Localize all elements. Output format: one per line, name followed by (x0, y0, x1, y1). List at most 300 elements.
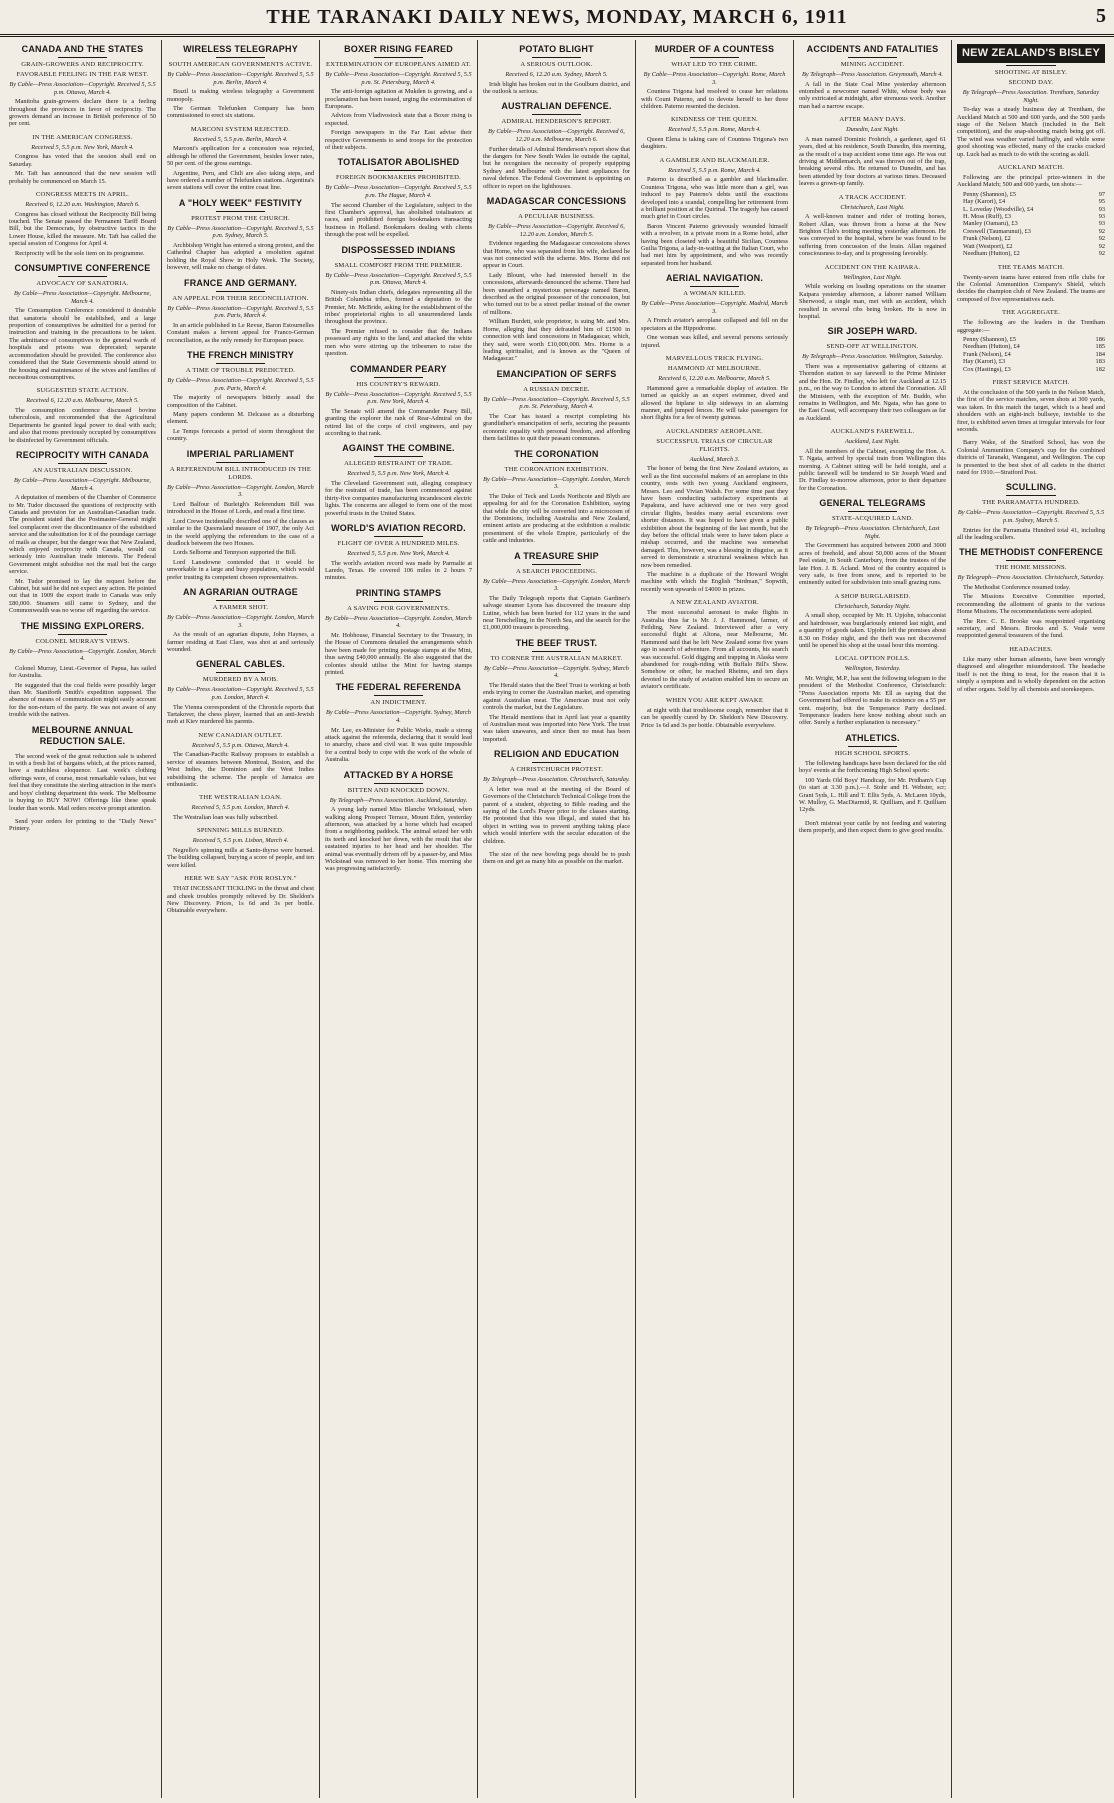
article-dateline: By Cable—Press Association—Copyright. Received 5, 5.5 p.m. St. Petersburg, March 4. (483, 395, 630, 411)
score-name: Needham (Hutton), £4 (963, 343, 1020, 351)
headline-rule (374, 258, 424, 259)
article (325, 588, 472, 677)
article-dateline: By Cable—Press Association—Copyright. Received 5, 5.5 p.m. Sydney, March 5. (167, 224, 314, 240)
article-subhead: ACCIDENT ON THE KAIPARA. (824, 263, 921, 271)
score-list (963, 336, 1105, 373)
article-subhead: A SHOP BURGLARISED. (834, 592, 911, 600)
score-name: H. Moss (Ruff), £3 (963, 213, 1011, 221)
article (957, 379, 1105, 433)
article-paragraph: The Westralian loan was fully subscribed. (173, 813, 279, 821)
headline-rule (532, 762, 582, 763)
article (325, 523, 472, 582)
article-subhead: AUCKLAND MATCH. (997, 164, 1065, 172)
article-dateline: By Cable—Press Association—Copyright. Received 5, 5.5 p.m. The Hague, March 4. (325, 184, 472, 200)
article-subhead: FAVORABLE FEELING IN THE FAR WEST. (16, 71, 149, 78)
article-dateline: Wellington, Last Night. (843, 273, 902, 281)
article-dateline: Received 5, 5.5 p.m. New York, March 4. (31, 143, 134, 151)
headline-rule (374, 695, 424, 696)
score-value: 93 (1098, 213, 1105, 221)
article (957, 646, 1105, 693)
article-paragraph: Countess Trigona had resolved to cease her relations with Count Paterno, and to devote herself to her three children. Paterno resented the decision. (641, 88, 788, 110)
article-paragraph: Ninety-six Indian chiefs, delegates representing all the British Columbia tribes, formed a deputation to the Premier, Mr. McBride, asking for the establishment of the tribes' proprietorial rights to all unsurrendered lands throughout the province. (325, 288, 472, 326)
score-row (963, 336, 1105, 343)
article-paragraph: A French aviator's aeroplane collapsed and fell on the spectators at the Hippodrome. (641, 317, 788, 332)
article-subhead: ADMIRAL HENDERSON'S REPORT. (501, 118, 612, 126)
article-paragraph: Lady Blount, who had interested herself in the concessions, afterwards denounced the scheme. There had been unearthed a mysterious personage named Baron, described as the original possessor of the concession, but who turned out to be a street pedlar instead of the owner of millions. (483, 271, 630, 316)
article-paragraph: While working on loading operations on the steamer Kaipara yesterday afternoon, a laborer named William Sherwood, a single man, met with an accident, which resulted in several ribs being broken. He is now in hospital. (799, 283, 946, 320)
score-name: Frank (Nelson), £4 (963, 350, 1011, 358)
article-headline: FRANCE AND GERMANY. (184, 277, 297, 288)
article-paragraph: Queen Elena is taking care of Countess Trigona's two daughters. (641, 136, 788, 151)
headline-rule (58, 276, 108, 277)
article-paragraph: To-day was a steady business day at Trentham, the Auckland Match at 500 and 600 yards, and the 500 yards stage of the Nelson Match (included in the Belt competition), and the snap-shooting match being got off. The wind was weather varied baffingly, and while some good shooting was effected, many of the cracks cracked up. Luck had as much to do with the scoring as skill. (957, 106, 1105, 158)
masthead (0, 0, 1114, 37)
column-4 (478, 40, 636, 1798)
headline-rule (374, 783, 424, 784)
article-subhead: BITTEN AND KNOCKED DOWN. (347, 786, 450, 794)
score-value: 182 (1095, 365, 1105, 373)
article-headline: DISPOSSESSED INDIANS (341, 244, 456, 255)
article-paragraph: Mr. Lee, ex-Minister for Public Works, made a strong attack against the referenda, declaring that it would lead to anarchy, chaos and civil war. It was quite impossible for a central body to cope with the work of the whole of Australia. (325, 726, 472, 764)
article-dateline: Received 6, 12.20 a.m. Melbourne, March 5. (658, 375, 771, 383)
article-paragraph: The majority of newspapers bitterly assail the composition of the Cabinet. (167, 394, 314, 409)
article (167, 732, 314, 789)
article (325, 44, 472, 151)
article-paragraph: Colonel Murray, Lieut.-Governor of Papua, has sailed for Australia. (9, 664, 156, 680)
article-paragraph: Lord Lansdowne contended that it would be unworkable in a large and busy population, which would prefer trusting its competent chosen representatives. (167, 558, 314, 581)
article-paragraph: The Cleveland Government suit, alleging conspiracy for the restraint of trade, has been commenced against thirty-five companies manufacturing incandescent electric lights. The concerns are alleged to form one of the most powerful trusts in the United States. (325, 479, 472, 517)
headline-rule (1006, 495, 1056, 496)
headline-rule (532, 209, 582, 210)
article-headline: AERIAL NAVIGATION. (665, 273, 764, 284)
article (167, 587, 314, 653)
article (167, 794, 314, 821)
article-paragraph: The Government has acquired between 2000 and 3000 acres of freehold, and about 50,000 acres of the Mount Peel estate, in South Canterbury, from the trustees of the late Hon. J. B. Acland. Most of the country acquired is very safe, is free from snow, and is reported to be eminently suited for subdivision into small grazing runs. (799, 542, 946, 587)
article-subhead: SOUTH AMERICAN GOVERNMENTS ACTIVE. (168, 61, 313, 68)
article (957, 482, 1105, 541)
headline-rule (532, 462, 582, 463)
article-subhead: A WOMAN KILLED. (683, 290, 746, 298)
article-dateline: By Cable—Press Association—Copyright. Received 5, 5.5 p.m. Sydney, March 5. (957, 509, 1105, 525)
article-subhead: AUCKLAND'S FAREWELL. (830, 428, 915, 436)
article-subhead: AN APPEAL FOR THEIR RECONCILIATION. (172, 294, 309, 302)
article-dateline: Received 6, 12.20 a.m. Washington, March 6. (25, 201, 140, 209)
article (483, 851, 630, 866)
score-value: 186 (1095, 335, 1105, 343)
article-paragraph: Mr. Wright, M.P., has sent the following telegram to the president of the Methodist Conference, Christchurch: "Press Association reports Mr. Ell as saying that the Government had offered to make its existence on a 55 per cent. majority, but the Temperance Party declined. Temperance leaders here know nothing about such an offer. Surely a further explanation is necessary." (799, 675, 946, 727)
article-paragraph: The following are the leaders in the Trentham aggregate:— (957, 319, 1105, 334)
article (167, 449, 314, 581)
article (957, 439, 1105, 476)
article-paragraph: The Vienna correspondent of the Chronicle reports that Tartakover, the chess player, learned that an anti-Jewish mob at Kiev murdered his parents. (167, 703, 314, 726)
article-subhead: HEADACHES. (1009, 645, 1053, 653)
article-subhead: AN INDICTMENT. (370, 699, 427, 707)
newspaper-columns (4, 40, 1110, 1798)
article-paragraph: Mr. Hobhouse, Financial Secretary to the Treasury, in the House of Commons detailed the arrangements which have been made for printing postage stamps at the Mint, thus saving £40,000 annually. He also suggested that the colonies should utilise the Mint for having stamps printed. (325, 631, 472, 676)
article-subhead: LOCAL OPTION POLLS. (835, 655, 910, 663)
article-paragraph: The Czar has issued a rescript completing his grandfather's emancipation of serfs, securing the peasants economic equality with personal freedom, and affording them facilities to quit their peasant communes. (483, 412, 630, 443)
article-dateline: By Cable—Press Association—Copyright. Received 5, 5.5 p.m. Paris, March 4. (167, 304, 314, 320)
article-subhead: NEW CANADIAN OUTLET. (198, 731, 283, 739)
article-paragraph: A letter was read at the meeting of the Board of Governors of the Christchurch Technical College from the parent of a student, objecting to Bible reading and the saying of the Lord's Prayer prior to the classes starting. He protested that this was illegal, and stated that his object in writing was to prevent anything taking place which would interfere with the secular education of the children. (483, 785, 630, 845)
article (167, 126, 314, 192)
article-dateline: By Telegraph—Press Association. Wellington, Saturday. (802, 353, 943, 361)
score-value: 92 (1098, 227, 1105, 235)
article (483, 551, 630, 632)
headline-rule (374, 536, 424, 537)
score-name: Hay (Karori), £3 (963, 358, 1006, 366)
article-paragraph: Foreign newspapers in the Far East advise their respective Governments to send troops for the protection of their subjects. (325, 129, 472, 152)
article-headline: A "HOLY WEEK" FESTIVITY (178, 197, 303, 208)
article-subhead: A SERIOUS OUTLOOK. (520, 61, 593, 68)
score-row (963, 351, 1105, 358)
article-paragraph: Marconi's application for a concession was rejected, although he offered the Government, besides lower rates, 50 per cent. of the gross earnings. (167, 145, 314, 168)
headline-rule (532, 382, 582, 383)
article-headline: RECIPROCITY WITH CANADA (16, 449, 149, 460)
article-subhead: A TRACK ACCIDENT. (838, 193, 907, 201)
score-name: L. Loveday (Woodville), £4 (963, 205, 1034, 213)
headline-rule (58, 634, 108, 635)
headline-rule (374, 57, 424, 58)
article (799, 820, 946, 835)
article-dateline: By Cable—Press Association—Copyright. Received 6, 12.20 a.m. London, March 5. (488, 223, 625, 238)
article-paragraph: Le Temps forecasts a period of storm throughout the country. (167, 427, 314, 443)
article-dateline: Christchurch, Last Night. (840, 203, 905, 211)
headline-rule (58, 57, 108, 58)
article-subhead: HIGH SCHOOL SPORTS. (834, 749, 911, 757)
article (799, 44, 946, 110)
article (641, 273, 788, 349)
article-paragraph: Congress has voted that the session shall end on Saturday. (9, 153, 156, 168)
article (957, 264, 1105, 304)
article (957, 309, 1105, 373)
article-dateline: By Telegraph—Press Association. Auckland, Saturday. (329, 796, 468, 804)
article-paragraph: The Herald mentions that in April last year a quantity of Australian meat was imported into New York. The trust was taken unawares, and since then no meat has been imported. (483, 713, 630, 743)
article (9, 621, 156, 719)
article (167, 198, 314, 272)
article-headline: SIR JOSEPH WARD. (827, 326, 918, 337)
article-subhead: A REFERENDUM BILL INTRODUCED IN THE LORDS. (169, 465, 312, 481)
headline-rule (1006, 560, 1056, 561)
article-paragraph: Advices from Vladivostock state that a Boxer rising is expected. (325, 112, 472, 127)
article (641, 599, 788, 690)
article-dateline: Received 5, 5.5 p.m. London, March 4. (191, 804, 290, 812)
article (641, 697, 788, 729)
article-subhead: THE HOME MISSIONS. (995, 564, 1067, 572)
article-dateline: By Cable—Press Association—Copyright. London, March 4. (9, 647, 156, 663)
article (957, 547, 1105, 639)
score-row (963, 191, 1105, 198)
article-subhead: SUGGESTED STATE ACTION. (36, 387, 129, 395)
article-paragraph: The Premier refused to consider that the Indians possessed any rights to the land, and attacked the white men who were stirring up the tribesmen to raise the question. (325, 327, 472, 358)
headline-rule (216, 57, 266, 58)
column-3 (320, 40, 478, 1798)
score-row (963, 366, 1105, 373)
article (325, 157, 472, 238)
article-dateline: By Cable—Press Association—Copyright. Madrid, March 3. (641, 300, 788, 315)
article-paragraph: Reciprocity will be the sole item on its programme. (15, 249, 145, 257)
article-dateline: Received 5, 5.5 p.m. Rome, March 4. (668, 166, 761, 174)
article-dateline: By Cable—Press Association—Copyright. London, March 3. (483, 577, 630, 593)
article-paragraph: The Daily Telegraph reports that Captain Gardiner's salvage steamer Lyons has discovered the treasure ship Lutine, which has been buried for 112 years in the sand near Terschelling, in the North Sea, and the search for the £1,000,000 treasure is proceeding. (483, 594, 630, 632)
article (483, 749, 630, 845)
headline-rule (532, 564, 582, 565)
article-dateline: By Cable—Press Association—Copyright. Received 5, 5.5 p.m. Ottawa, March 4. (9, 81, 156, 96)
article-subhead: MINING ACCIDENT. (840, 61, 905, 68)
article-headline: WIRELESS TELEGRAPHY (183, 44, 298, 54)
article (9, 134, 156, 185)
article-paragraph: The Canadian-Pacific Railway proposes to establish a service of steamers between Montreal, Boston, and the West Indies, the Dominion and the West Indies subsidising the scheme. The people of Jamaica are enthusiastic. (167, 751, 314, 788)
article-paragraph: One woman was killed, and several persons seriously injured. (641, 334, 788, 349)
article-dateline: By Telegraph—Press Association. Trentham, Saturday Night. (962, 89, 1100, 104)
article-paragraph: The most successful aeronaut to make flights in Australia thus far is Mr. J. J. Hammond, farmer, of Feilding, New Zealand. Interviewed after a very successful flight at Altona, near Melbourne, Mr. Hammond said that he left New Zealand some five years ago in search of adventure. From all accounts, his search was successful. Gold digging and trapping in Alaska were abandoned for rough-riding with Buffalo Bill's Show. Somehow or other, he reached Rheims, and ten days devoted to the study of aviation enabled him to secure an aviator's certificate. (641, 609, 788, 691)
article-paragraph: The Duke of Teck and Lords Northcote and Blyth are appealing for aid for the Coronation Exhibition, saying that while the city will be converted into a microcosm of the Dominions, including Australia and New Zealand, eminent artists are producing at the exhibition a realistic presentment of the whole Empire, particularly of the cattle and industries. (483, 492, 630, 545)
article-headline: THE MISSING EXPLORERS. (20, 620, 145, 631)
score-row (963, 228, 1105, 235)
headline-rule (1006, 65, 1056, 66)
article-dateline: By Telegraph—Press Association. Christchurch, Saturday. (957, 574, 1105, 582)
article-subhead: THE TEAMS MATCH. (997, 263, 1065, 271)
article-dateline: By Cable—Press Association—Copyright. Received 5, 5.5 p.m. Paris, March 4. (167, 377, 314, 392)
article-subhead: SHOOTING AT BISLEY. (994, 69, 1068, 76)
article (325, 682, 472, 763)
article (483, 638, 630, 743)
article (799, 326, 946, 422)
article-subhead: A PECULIAR BUSINESS. (518, 213, 595, 221)
score-name: Frank (Nelson), £2 (963, 235, 1011, 243)
article-paragraph: Like many other human ailments, have been wrongly diagnosed and altogether misunderstood. The headache itself is not the thing to treat, for the reason that it is simply a symptom and is wholly dependent on the action of other organs. Sold by all chemists and storekeepers. (957, 655, 1105, 693)
article-subhead: ADVOCACY OF SANATORIA. (36, 280, 129, 288)
article-headline: THE FRENCH MINISTRY (187, 350, 294, 361)
article-headline: COMMANDER PEARY (350, 363, 447, 374)
article-headline: CONSUMPTIVE CONFERENCE (14, 263, 151, 274)
article-subhead: AFTER MANY DAYS. (839, 116, 906, 124)
article-paragraph: Evidence regarding the Madagascar concessions shows that Horne, who was separated from his wife, declared he was not connected with the scheme. Mrs. Horne did not appear in Court. (483, 240, 630, 270)
article (9, 818, 156, 833)
article (325, 245, 472, 358)
article (325, 770, 472, 873)
article-paragraph: Lords Selborne and Tennyson supported the Bill. (173, 549, 297, 557)
article-paragraph: THAT INCESSANT TICKLING in the throat and chest and cheek troubles promptly relieved by Dr. Sheldon's New Discovery. Prices, 1s 6d and 3s per bottle. Obtainable everywhere. (167, 885, 314, 915)
article-headline: MURDER OF A COUNTESS (654, 44, 775, 54)
article-dateline: By Cable—Press Association—Copyright. London, March 4. (325, 614, 472, 630)
headline-rule (58, 463, 108, 464)
article-subhead: IN THE AMERICAN CONGRESS. (32, 133, 133, 141)
article (799, 498, 946, 587)
column-7 (952, 40, 1110, 1798)
article-subhead: A RUSSIAN DECREE. (523, 385, 590, 393)
headline-rule (690, 286, 740, 287)
article-paragraph: The German Telefunken Company has been commissioned to erect six stations. (167, 105, 314, 120)
article-paragraph: Irish blight has broken out in the Goulburn district, and the outlook is serious. (483, 80, 630, 95)
article-dateline: Received 5, 5.5 p.m. Ottawa, March 4. (192, 741, 289, 749)
score-row (963, 243, 1105, 250)
score-name: Penny (Shannon), £5 (963, 335, 1016, 343)
article (799, 593, 946, 650)
article-headline: ATTACKED BY A HORSE (343, 769, 454, 780)
article-subhead: A SAVING FOR GOVERNMENTS. (347, 604, 450, 612)
article-paragraph: Brazil is making wireless telegraphy a Government monopoly. (167, 88, 314, 103)
article-headline: IMPERIAL PARLIAMENT (186, 448, 295, 459)
article-headline: THE BEEF TRUST. (515, 637, 598, 648)
headline-rule (690, 57, 740, 58)
article-subhead: PROTEST FROM THE CHURCH. (191, 214, 290, 222)
article (641, 355, 788, 422)
article (167, 827, 314, 869)
article-subhead: CONGRESS MEETS IN APRIL. (35, 191, 130, 199)
score-name: Cox (Hastings), £3 (963, 365, 1011, 373)
article-paragraph: There was a representative gathering of citizens at Thorndon station to say farewell to the Prime Minister and the Hon. Dr. Findlay, who left for Auckland at 12.15 p.m., on the way to London to attend the Coronation. All the Ministers, with the exception of Mr. Buddo, who remains in Wellington, and Mr. Ngata, who has gone to the East Coast, will accompany their two colleagues as far as Auckland. (799, 362, 946, 422)
headline-rule (216, 672, 266, 673)
score-value: 93 (1098, 205, 1105, 213)
article-headline: GENERAL TELEGRAMS (819, 498, 926, 509)
article (799, 194, 946, 258)
article-subhead: A NEW ZEALAND AVIATOR. (669, 599, 760, 607)
article-paragraph: Lord Balfour of Burleigh's Referendum Bill was introduced in the House of Lords, and read a first time. (167, 500, 314, 516)
article-dateline: Received 6, 12.20 a.m. Melbourne, March 5. (26, 397, 139, 405)
article-dateline: By Cable—Press Association—Copyright. Sydney, March 4. (484, 664, 629, 680)
article (483, 196, 630, 363)
article-headline: EMANCIPATION OF SERFS (496, 368, 617, 379)
article-paragraph: Further details of Admiral Henderson's report show that the dangers for New South Wales lie outside the capital, but he recognises the necessity of properly equipping Sydney and Melbourne with the latest appliances for naval defence. The Federal Government is appointing an officer to report on the lighthouses. (483, 145, 630, 190)
score-list (963, 191, 1105, 258)
article-subhead: THE AGGREGATE. (1001, 309, 1061, 317)
article (799, 428, 946, 492)
article (9, 191, 156, 257)
article-subhead: STATE-ACQUIRED LAND. (831, 515, 914, 523)
article-paragraph: The Consumption Conference considered it desirable that sanatoria should be established, and a large proportion of consumptives be admitted for a period for instruction and training in the precautions to be taken. The admittance of consumptives to the general wards of hospitals and prisons was deprecated; separate accommodation should be provided. The conference also considered that the State Governments should attend to the housing and maintenance of the wives and families of necessitous consumptives. (9, 307, 156, 381)
score-value: 95 (1098, 198, 1105, 206)
article-subhead: MURDERED BY A MOB. (202, 676, 279, 684)
article-paragraph: The Methodist Conference resumed today. (963, 584, 1071, 592)
article-headline: WORLD'S AVIATION RECORD. (331, 522, 466, 533)
headline-rule (532, 114, 582, 115)
article-paragraph: He suggested that the coal fields were possibly larger than Mr. Staniforth Smith's expedition supposed. The absence of means of communication might easily account for the non-return of the party. He was not aware of any trouble with the natives. (9, 681, 156, 719)
article (957, 164, 1105, 257)
score-name: Needham (Hutton), £2 (963, 250, 1020, 258)
article-dateline: By Cable—Press Association—Copyright. Sydney, March 4. (326, 709, 471, 724)
article-subhead: WHEN YOU ARE KEPT AWAKE (665, 696, 764, 704)
column-6 (794, 40, 952, 1798)
score-value: 92 (1098, 250, 1105, 258)
article (9, 263, 156, 381)
article-paragraph: Mr. Tudor promised to lay the request before the Cabinet, but said he did not expect any action. He pointed out that in 1909 the export trade to Canada was only £80,000. Steamers still came to Sydney, and the Commonwealth was no worse off regarding the service. (9, 577, 156, 615)
article-dateline: Received 5, 5.5 p.m. New York, March 4. (347, 549, 450, 557)
headline-rule (374, 601, 424, 602)
article-dateline: Received 5, 5.5 p.m. Lisbon, March 4. (192, 837, 289, 845)
article-subhead: THE WESTRALIAN LOAN. (199, 794, 282, 802)
score-name: Manley (Oamaru), £3 (963, 220, 1018, 228)
article-headline: ATHLETICS. (845, 732, 900, 743)
article (167, 875, 314, 915)
article-headline: THE CORONATION (514, 448, 599, 459)
headline-rule (374, 377, 424, 378)
article-subhead: GRAIN-GROWERS AND RECIPROCITY. (21, 61, 144, 68)
article-paragraph: The following handicaps have been declared for the old boys' events at the forthcoming High School sports: (799, 759, 946, 775)
column-2 (162, 40, 320, 1798)
article-paragraph: In an article published in Le Revue, Baron Estournelles Constant makes a fervent appeal for Franco-German reconciliation, as the only remedy for European peace. (167, 321, 314, 344)
article-dateline: Christchurch, Saturday Night. (834, 602, 911, 610)
article-subhead: SEND-OFF AT WELLINGTON. (826, 343, 919, 351)
article-paragraph: As the result of an agrarian dispute, John Haynes, a farmer residing at East Clare, was shot at and seriously wounded. (167, 631, 314, 653)
article-paragraph: The Rev. C. E. Brooke was reappointed organising secretary, and Messrs. Brooks and S. Veale were reappointed general treasurers of the fund. (957, 617, 1105, 640)
article-headline: AN AGRARIAN OUTRAGE (183, 586, 298, 597)
article-paragraph: Lord Crewe incidentally described one of the clauses as similar to the Queensland measure of 1907, the only Act in the world applying the referendum to the case of a deadlock between the two Houses. (167, 517, 314, 547)
article (483, 449, 630, 545)
article-dateline: By Cable—Press Association—Copyright. Received 6, 12.20 a.m. Melbourne, March 6. (488, 128, 625, 143)
headline-rule (216, 600, 266, 601)
article-dateline: Received 5, 5.5 p.m. Rome, March 4. (668, 126, 761, 134)
article-subhead: MARCONI SYSTEM REJECTED. (190, 125, 291, 133)
headline-rule (216, 211, 266, 212)
article-dateline: Received 5, 5.5 p.m. New York, March 4. (347, 470, 450, 478)
article-dateline: By Cable—Press Association—Copyright. London, March 3. (167, 483, 314, 499)
article (9, 725, 156, 812)
article-paragraph: Hammond gave a remarkable display of aviation. He turned as quickly as an expert swimmer, dived and allowed the biplane to slip sideways in an alarming manner, and jumped fences. He will take passengers for short flights for a fee of twenty guineas. (641, 384, 788, 422)
article-paragraph: A fall in the State Coal Mine yesterday afternoon entombed a newcomer named White, whose body was only extricated at midnight, after strenuous work. Another man had a narrow escape. (799, 80, 946, 110)
score-row (963, 358, 1105, 365)
article (483, 44, 630, 95)
article-paragraph: Archbishop Wright has entered a strong protest, and the Cathedral Chapter has adopted a resolution against holding the Royal Show in Holy Week. The Society, however, will make no change of dates. (167, 242, 314, 272)
article-dateline: By Cable—Press Association—Copyright. Received 5, 5.5 p.m. Ottawa, March 4. (325, 271, 472, 287)
article-headline: POTATO BLIGHT (519, 44, 594, 54)
article-subhead: AUCKLANDERS' AEROPLANE. (665, 427, 763, 435)
headline-rule (532, 651, 582, 652)
article-subhead: SMALL COMFORT FROM THE PREMIER. (334, 261, 463, 269)
article-headline: MADAGASCAR CONCESSIONS (486, 196, 627, 207)
article (799, 264, 946, 321)
headline-rule (848, 746, 898, 747)
article-paragraph: Barry Wake, of the Stratford School, has won the Colonial Ammunition Company's cup for the combined districts of Taranaki, Wanganui, and Wellington. The cup is presented to the best shot of all cadets in the district rated for 1910.—Stratford Post. (957, 439, 1105, 477)
article-paragraph: A deputation of members of the Chamber of Commerce to Mr. Tudor discussed the questions of reciprocity with Canada and provision for an Australian-Canadian trade. The president stated that the Postmaster-General might feel complacent over the discontinuance of the subsidised service and the substitution for it of the poundage carriage of mails as cheaper, but the danger was that New Zealand, which enjoyed reciprocity with Canada, would cut seriously into Australian trade interests. The Federal Government might subsidise not the mail but the cargo service. (9, 494, 156, 576)
article-subhead: FIRST SERVICE MATCH. (992, 378, 1070, 386)
article (641, 116, 788, 150)
article-paragraph: The honor of being the first New Zealand aviators, as well as the first successful makers of an aeroplane in this country, rests with two young Auckland engineers, Messrs. Leo and Vivian Walsh. For some time past they have been conducting satisfactory experiments at Papakura, and have achieved one or two very good circular flights, besides many aerial excursions over shorter distances. It was hoped to have given a public exhibition about the beginning of the last month, but the day before the official trials were to have taken place a mishap occurred, and the machine was somewhat damaged. This, however, was a blessing in disguise, as it served to demonstrate a structural weakness which has now been remedied. (641, 465, 788, 569)
article-subhead: SUCCESSFUL TRIALS OF CIRCULAR FLIGHTS. (656, 437, 773, 453)
article-headline: MELBOURNE ANNUAL REDUCTION SALE. (31, 724, 134, 746)
article (167, 278, 314, 344)
article (167, 659, 314, 725)
column-5 (636, 40, 794, 1798)
article-paragraph: Negrello's spinning mills at Santo-thyrso were burned. The building collapsed, burying a score of people, and ten were killed. (167, 846, 314, 869)
article-headline: GENERAL CABLES. (196, 659, 285, 670)
article-paragraph: The Senate will amend the Commander Peary Bill, granting the explorer the rank of Rear-Admiral on the retired list of the corps of civil engineers, and pay according to that rank. (325, 407, 472, 437)
article-subhead: FOREIGN BOOKMAKERS PROHIBITED. (336, 174, 461, 182)
score-row (963, 343, 1105, 350)
article (641, 157, 788, 267)
article-paragraph: A well-known trainer and rider of trotting horses, Robert Allan, was thrown from a horse at the New Brighton Club's trotting meeting yesterday afternoon. He was conveyed to the hospital, where he was found to be suffering from concussion of the brain. Allan regained consciousness to-day, and is progressing favorably. (799, 213, 946, 258)
article (325, 443, 472, 517)
article-subhead: ALLEGED RESTRAINT OF TRADE. (344, 460, 453, 468)
article (9, 387, 156, 444)
article-paragraph: The second Chamber of the Legislature, subject to the first Chamber's approval, has abolished totalisators at races, and prohibited foreign bookmakers transacting business in Holland. Bookmakers dealing with clients through the post will be expelled. (325, 201, 472, 239)
article (167, 350, 314, 443)
article-dateline: By Cable—Press Association—Copyright. Melbourne, March 4. (14, 476, 151, 492)
article-paragraph: A man named Dominic Frohrich, a gardener, aged 61 years, died at his residence, South Dunedin, this morning, as the result of a trap accident some time ago. He was out driving at Middlemarch, and was thrown out of the trap, breaking several ribs. He returned to Dunedin, and has been attended by four doctors at various times. Deceased leaves a grown-up family. (799, 135, 946, 188)
article-dateline: Auckland, Last Night. (845, 438, 900, 446)
headline-rule (216, 291, 266, 292)
article (325, 364, 472, 438)
article-paragraph: Argentine, Peru, and Chili are also taking steps, and have ordered a number of Telefunken stations. Argentina's seven stations will cover the entire coast line. (167, 169, 314, 192)
article (957, 44, 1105, 158)
score-value: 92 (1098, 242, 1105, 250)
column-1 (4, 40, 162, 1798)
article-dateline: Wellington, Yesterday. (844, 665, 901, 673)
article-paragraph: Congress has closed without the Reciprocity Bill being touched. The Senate passed the Permanent Tariff Board Bill, but the Democrats, by obstructive tactics in the Lower House, killed the measure. Mr. Taft has called the special session of Congress for April 4. (9, 210, 156, 248)
headline-rule (216, 462, 266, 463)
article-subhead: A FARMER SHOT. (212, 603, 269, 611)
article-subhead: MARVELLOUS TRICK FLYING. (665, 355, 764, 363)
